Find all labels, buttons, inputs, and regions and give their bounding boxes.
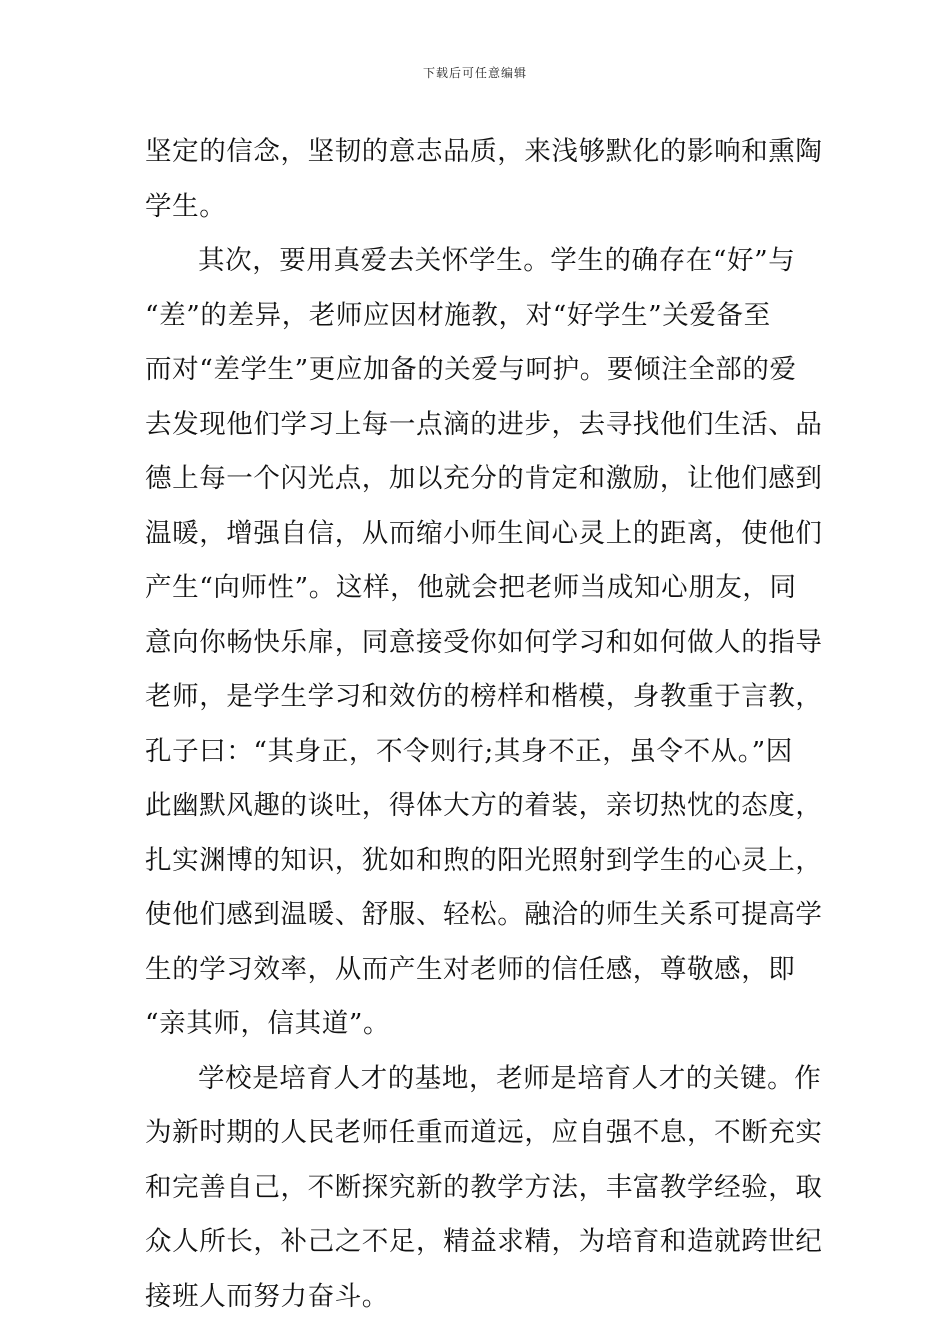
paragraph-start-line: 学校是培育人才的基地，老师是培育人才的关键。作 bbox=[198, 1062, 822, 1094]
text-line: 接班人而努力奋斗。 bbox=[145, 1280, 389, 1312]
text-line: “亲其师，信其道”。 bbox=[145, 1008, 391, 1039]
paragraph-start-line: 其次，要用真爱去关怀学生。学生的确存在“好”与 bbox=[198, 245, 796, 276]
text-line: 生的学习效率，从而产生对老师的信任感，尊敬感，即 bbox=[145, 953, 796, 985]
document-body bbox=[145, 125, 823, 1324]
text-line: 德上每一个闪光点，加以充分的肯定和激励，让他们感到 bbox=[145, 463, 823, 494]
text-line: 和完善自己，不断探究新的教学方法，丰富教学经验，取 bbox=[145, 1171, 823, 1203]
text-line: 此幽默风趣的谈吐，得体大方的着装，亲切热忱的态度， bbox=[145, 790, 823, 821]
text-line: “差”的差异，老师应因材施教，对“好学生”关爱备至 bbox=[145, 299, 771, 331]
text-line: 孔子曰：“其身正，不令则行;其身不正，虽令不从。”因 bbox=[145, 735, 793, 767]
text-line: 去发现他们学习上每一点滴的进步，去寻找他们生活、品 bbox=[145, 408, 823, 440]
text-line: 意向你畅快乐扉，同意接受你如何学习和如何做人的指导 bbox=[145, 626, 823, 658]
text-line: 扎实渊博的知识，犹如和煦的阳光照射到学生的心灵上， bbox=[145, 844, 823, 876]
page-header: 下载后可任意编辑 bbox=[422, 66, 527, 80]
text-line: 产生“向师性”。这样，他就会把老师当成知心朋友，同 bbox=[145, 572, 797, 603]
text-line: 而对“差学生”更应加备的关爱与呵护。要倾注全部的爱 bbox=[145, 354, 797, 385]
text-line: 坚定的信念，坚韧的意志品质，来浅够默化的影响和熏陶 bbox=[145, 136, 823, 167]
text-line: 学生。 bbox=[145, 190, 227, 222]
text-line: 众人所长，补己之不足，精益求精，为培育和造就跨世纪 bbox=[145, 1226, 823, 1257]
text-line: 为新时期的人民老师任重而道远，应自强不息，不断充实 bbox=[145, 1117, 823, 1148]
text-line: 温暖，增强自信，从而缩小师生间心灵上的距离，使他们 bbox=[145, 517, 823, 549]
text-line: 老师，是学生学习和效仿的榜样和楷模，身教重于言教， bbox=[145, 681, 823, 712]
text-line: 使他们感到温暖、舒服、轻松。融洽的师生关系可提高学 bbox=[145, 899, 823, 930]
